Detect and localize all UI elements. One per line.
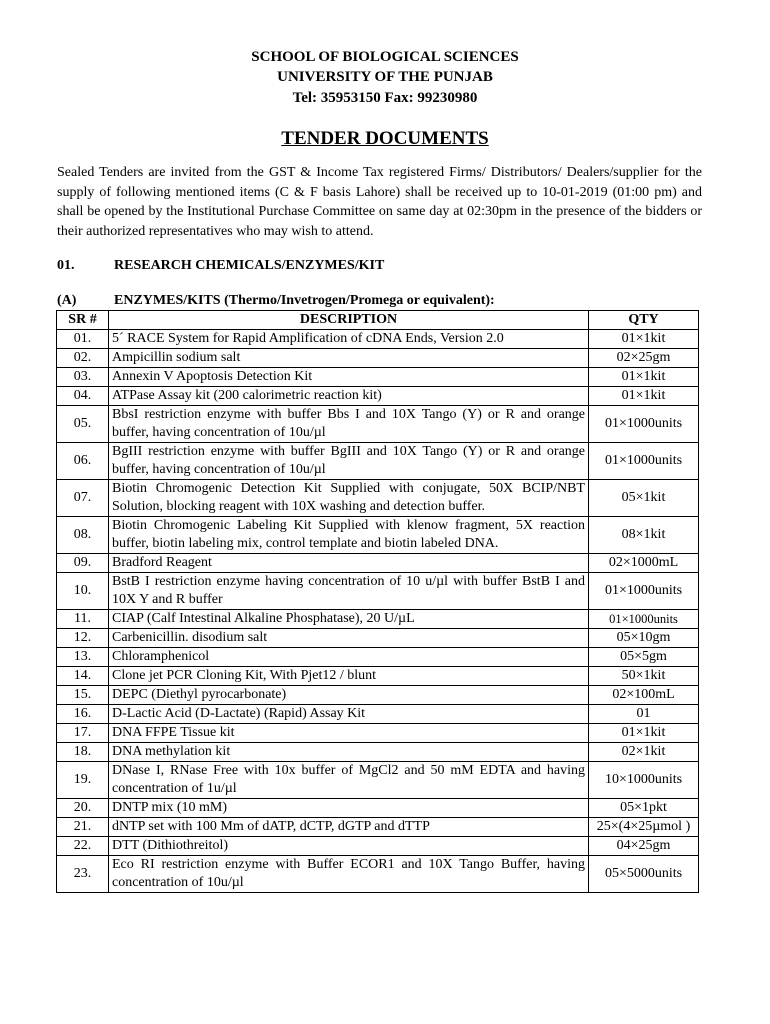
table-row <box>57 799 699 818</box>
row-sr-number: 02. <box>57 349 109 368</box>
row-sr-number: 04. <box>57 387 109 406</box>
row-quantity: 05×5000units <box>589 856 699 893</box>
row-quantity: 01×1000units <box>589 573 699 610</box>
table-row <box>57 368 699 387</box>
row-description: Biotin Chromogenic Detection Kit Supplied with conjugate, 50X BCIP/NBT Solution, blocking reagent with 10X washing and detection buffer. <box>109 480 589 517</box>
row-quantity: 05×10gm <box>589 629 699 648</box>
table-row <box>57 330 699 349</box>
header-sr: SR # <box>57 311 109 330</box>
table-row <box>57 406 699 443</box>
row-description: CIAP (Calf Intestinal Alkaline Phosphatase), 20 U/µL <box>109 610 589 629</box>
header-school: SCHOOL OF BIOLOGICAL SCIENCES <box>251 49 519 65</box>
table-row <box>57 705 699 724</box>
row-description: D-Lactic Acid (D-Lactate) (Rapid) Assay Kit <box>109 705 589 724</box>
row-quantity: 01 <box>589 705 699 724</box>
header-contact: Tel: 35953150 Fax: 99230980 <box>292 90 478 106</box>
table-row <box>57 648 699 667</box>
row-quantity: 02×1kit <box>589 743 699 762</box>
row-sr-number: 01. <box>57 330 109 349</box>
row-sr-number: 16. <box>57 705 109 724</box>
table-row <box>57 610 699 629</box>
row-description: BstB I restriction enzyme having concentration of 10 u/µl with buffer BstB I and 10X Y and R buffer <box>109 573 589 610</box>
table-row <box>57 629 699 648</box>
row-sr-number: 10. <box>57 573 109 610</box>
row-description: Clone jet PCR Cloning Kit, With Pjet12 / blunt <box>109 667 589 686</box>
table-row <box>57 818 699 837</box>
row-sr-number: 21. <box>57 818 109 837</box>
row-description: Ampicillin sodium salt <box>109 349 589 368</box>
row-quantity: 01×1000units <box>589 443 699 480</box>
row-quantity: 08×1kit <box>589 517 699 554</box>
table-row <box>57 443 699 480</box>
row-description: Annexin V Apoptosis Detection Kit <box>109 368 589 387</box>
row-sr-number: 23. <box>57 856 109 893</box>
header-qty: QTY <box>589 311 699 330</box>
row-quantity: 10×1000units <box>589 762 699 799</box>
row-sr-number: 05. <box>57 406 109 443</box>
table-row <box>57 387 699 406</box>
document-title: TENDER DOCUMENTS <box>281 128 489 149</box>
table-row <box>57 480 699 517</box>
table-row <box>57 724 699 743</box>
row-sr-number: 20. <box>57 799 109 818</box>
row-sr-number: 06. <box>57 443 109 480</box>
row-sr-number: 12. <box>57 629 109 648</box>
row-description: Eco RI restriction enzyme with Buffer ECOR1 and 10X Tango Buffer, having concentration of 10u/µl <box>109 856 589 893</box>
row-quantity: 01×1kit <box>589 387 699 406</box>
row-description: BbsI restriction enzyme with buffer Bbs I and 10X Tango (Y) or R and orange buffer, having concentration of 10u/µl <box>109 406 589 443</box>
row-quantity: 01×1000units <box>589 406 699 443</box>
row-description: dNTP set with 100 Mm of dATP, dCTP, dGTP and dTTP <box>109 818 589 837</box>
row-sr-number: 14. <box>57 667 109 686</box>
table-row <box>57 517 699 554</box>
row-sr-number: 07. <box>57 480 109 517</box>
subsection-label: (A) <box>57 293 77 308</box>
section-title: RESEARCH CHEMICALS/ENZYMES/KIT <box>114 258 385 273</box>
row-quantity: 05×1pkt <box>589 799 699 818</box>
intro-paragraph: Sealed Tenders are invited from the GST & Income Tax registered Firms/ Distributors/ Dealers/supplier for the supply of following mentioned items (C & F basis Lahore) shall be received up to 10-01-2019 (01:00 pm) and shall be opened by the Institutional Purchase Committee on same day at 02:30pm in the presence of the bidders or their authorized representatives who may wish to attend. <box>57 165 702 239</box>
row-quantity: 01×1kit <box>589 368 699 387</box>
row-description: DEPC (Diethyl pyrocarbonate) <box>109 686 589 705</box>
table-row <box>57 573 699 610</box>
table-body <box>57 330 699 893</box>
table-row <box>57 554 699 573</box>
row-sr-number: 18. <box>57 743 109 762</box>
row-quantity: 05×5gm <box>589 648 699 667</box>
row-quantity: 50×1kit <box>589 667 699 686</box>
table-row <box>57 837 699 856</box>
row-sr-number: 17. <box>57 724 109 743</box>
table-row <box>57 743 699 762</box>
table-row <box>57 856 699 893</box>
row-quantity: 02×100mL <box>589 686 699 705</box>
row-description: DNTP mix (10 mM) <box>109 799 589 818</box>
row-description: ATPase Assay kit (200 calorimetric reaction kit) <box>109 387 589 406</box>
row-quantity: 01×1kit <box>589 330 699 349</box>
row-description: Carbenicillin. disodium salt <box>109 629 589 648</box>
row-description: DNA FFPE Tissue kit <box>109 724 589 743</box>
row-quantity: 02×25gm <box>589 349 699 368</box>
row-description: BgIII restriction enzyme with buffer BgIII and 10X Tango (Y) or R and orange buffer, having concentration of 10u/µl <box>109 443 589 480</box>
table-row <box>57 762 699 799</box>
row-quantity: 02×1000mL <box>589 554 699 573</box>
header-description: DESCRIPTION <box>109 311 589 330</box>
row-description: DNase I, RNase Free with 10x buffer of MgCl2 and 50 mM EDTA and having concentration of 1u/µl <box>109 762 589 799</box>
row-sr-number: 13. <box>57 648 109 667</box>
row-sr-number: 03. <box>57 368 109 387</box>
section-number: 01. <box>57 258 75 273</box>
row-description: Bradford Reagent <box>109 554 589 573</box>
table-row <box>57 667 699 686</box>
header-university: UNIVERSITY OF THE PUNJAB <box>277 69 493 85</box>
row-description: DNA methylation kit <box>109 743 589 762</box>
row-sr-number: 08. <box>57 517 109 554</box>
row-quantity: 01×1kit <box>589 724 699 743</box>
row-description: Biotin Chromogenic Labeling Kit Supplied with klenow fragment, 5X reaction buffer, biotin labeling mix, control template and biotin labeled DNA. <box>109 517 589 554</box>
row-quantity: 01×1000units <box>589 610 699 629</box>
row-description: 5´ RACE System for Rapid Amplification of cDNA Ends, Version 2.0 <box>109 330 589 349</box>
subsection-title: ENZYMES/KITS (Thermo/Invetrogen/Promega or equivalent): <box>114 293 495 308</box>
row-quantity: 04×25gm <box>589 837 699 856</box>
row-quantity: 25×(4×25µmol ) <box>589 818 699 837</box>
table-row <box>57 686 699 705</box>
row-quantity: 05×1kit <box>589 480 699 517</box>
row-sr-number: 11. <box>57 610 109 629</box>
table-row <box>57 349 699 368</box>
row-sr-number: 09. <box>57 554 109 573</box>
table-header-row <box>57 311 699 330</box>
row-sr-number: 15. <box>57 686 109 705</box>
items-table <box>56 310 699 893</box>
row-description: Chloramphenicol <box>109 648 589 667</box>
row-description: DTT (Dithiothreitol) <box>109 837 589 856</box>
row-sr-number: 22. <box>57 837 109 856</box>
row-sr-number: 19. <box>57 762 109 799</box>
